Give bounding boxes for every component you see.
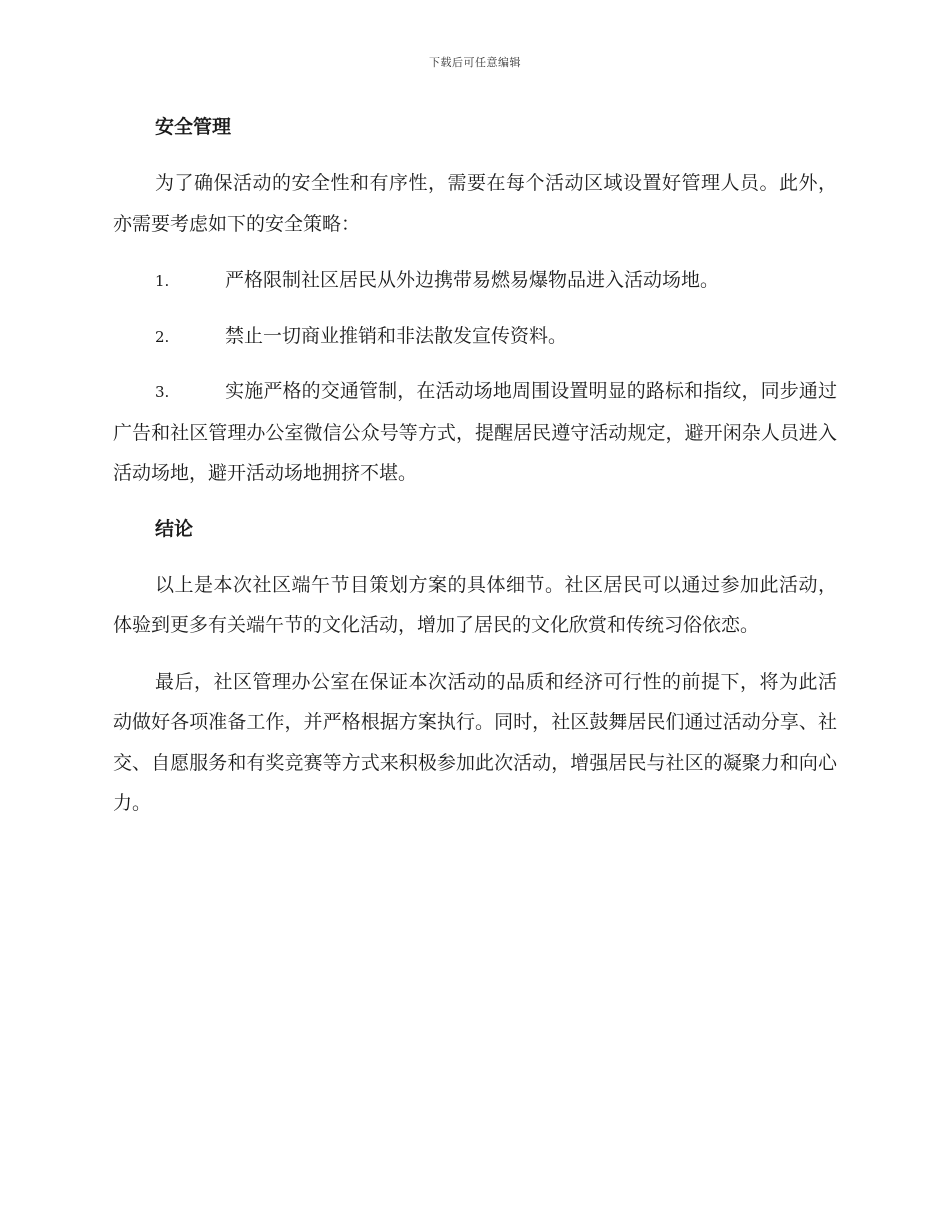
safety-intro-paragraph: 为了确保活动的安全性和有序性，需要在每个活动区域设置好管理人员。此外，亦需要考虑如下的安全策略： — [113, 172, 837, 235]
conclusion-paragraph-1: 以上是本次社区端午节目策划方案的具体细节。社区居民可以通过参加此活动，体验到更多有关端午节的文化活动，增加了居民的文化欣赏和传统习俗依恋。 — [113, 573, 837, 636]
list-item — [113, 260, 837, 302]
section-heading-safety: 安全管理 — [155, 116, 232, 138]
section-heading-conclusion: 结论 — [155, 517, 194, 540]
list-item-number: 1. — [155, 272, 170, 290]
page-header-note: 下载后可任意编辑 — [429, 56, 521, 69]
list-item-number: 3. — [155, 383, 170, 401]
document-body — [113, 108, 837, 824]
list-item-number: 2. — [155, 327, 170, 346]
list-item-text: 实施严格的交通管制，在活动场地周围设置明显的路标和指纹，同步通过广告和社区管理办公室微信公众号等方式，提醒居民遵守活动规定，避开闲杂人员进入活动场地，避开活动场地拥挤不堪。 — [113, 380, 837, 484]
conclusion-paragraph-2: 最后，社区管理办公室在保证本次活动的品质和经济可行性的前提下，将为此活动做好各项准备工作，并严格根据方案执行。同时，社区鼓舞居民们通过活动分享、社交、自愿服务和有奖竞赛等方式来积极参加此次活动，增强居民与社区的凝聚力和向心力。 — [113, 670, 837, 814]
list-item — [113, 371, 837, 494]
list-item-text: 禁止一切商业推销和非法散发宣传资料。 — [225, 324, 568, 347]
list-item-text: 严格限制社区居民从外边携带易燃易爆物品进入活动场地。 — [225, 269, 720, 291]
list-item — [113, 316, 837, 358]
